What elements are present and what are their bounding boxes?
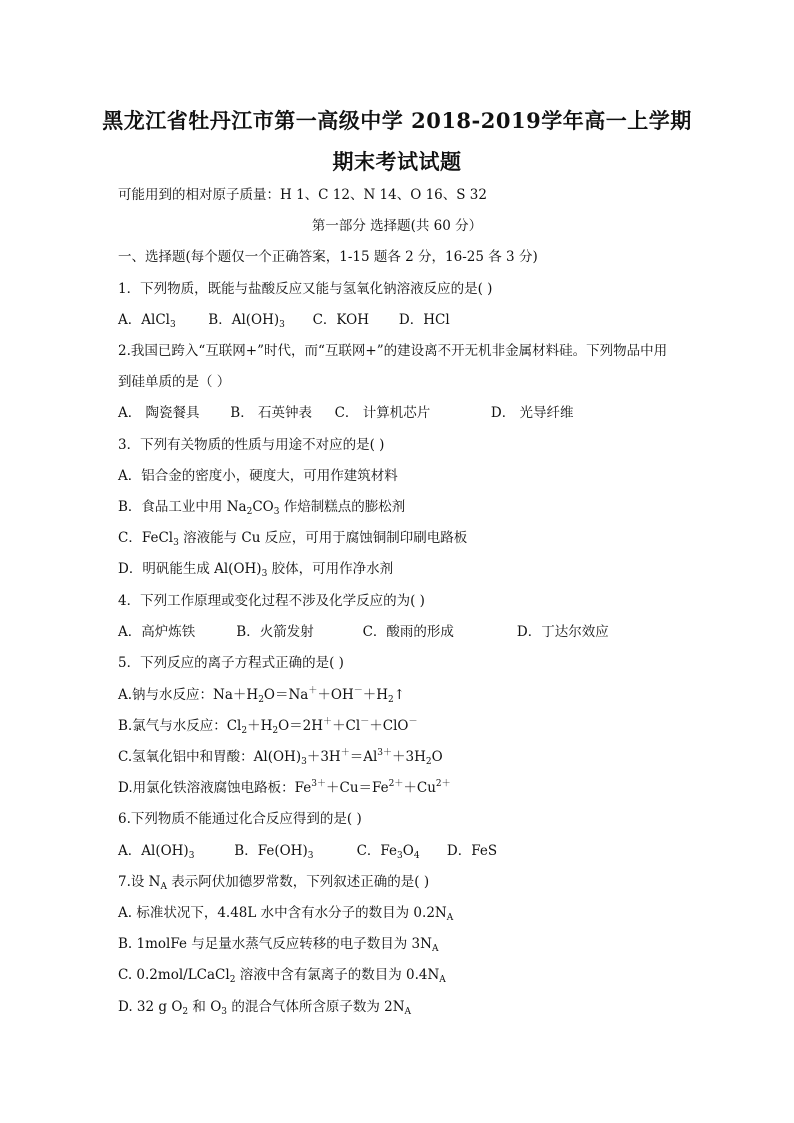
q1-option-a: A．AlCl$_3$	[118, 312, 176, 330]
q3-option-b: B．食品工业中用 $Na_2CO_3$ 作焙制糕点的膨松剂	[118, 499, 406, 517]
part1-heading: 第一部分 选择题(共 60 分）	[311, 218, 483, 234]
q6-option-c: C．$Fe_3O_4$	[356, 843, 420, 861]
exam-title-line2: 期末考试试题	[332, 149, 462, 174]
q2-option-b: B． 石英钟表	[230, 405, 313, 421]
q2-option-a: A． 陶瓷餐具	[118, 405, 200, 421]
q2-stem-line1: 2.我国已跨入“互联网+”时代，而“互联网+”的建设离不开无机非金属材料硅。下列物品中用	[118, 343, 668, 359]
q4-option-a: A．高炉炼铁	[118, 624, 196, 640]
q4-option-b: B．火箭发射	[236, 624, 314, 640]
q1-option-c: C．KOH	[312, 312, 369, 328]
atomic-masses: 可能用到的相对原子质量：H 1、C 12、N 14、O 16、S 32	[118, 187, 487, 203]
q3-option-a: A．铝合金的密度小，硬度大，可用作建筑材料	[118, 468, 398, 484]
q3-option-c: C．FeCl$_3$ 溶液能与 Cu 反应，可用于腐蚀铜制印刷电路板	[118, 530, 468, 548]
q6-stem: 6.下列物质不能通过化合反应得到的是( )	[118, 811, 362, 827]
q4-option-d: D．丁达尔效应	[516, 624, 609, 640]
q6-option-a: A．$Al(OH)_3$	[118, 843, 195, 861]
q3-option-d: D．明矾能生成 $Al(OH)_3$ 胶体，可用作净水剂	[118, 561, 394, 579]
q6-option-b: B．$Fe(OH)_3$	[234, 843, 314, 861]
q6-option-d: D．FeS	[446, 843, 498, 859]
q6-options	[118, 842, 497, 860]
q5-option-c: C.氢氧化铝中和胃酸：$Al(OH)_3+3H^+=Al^{3+}+3H_2O$	[118, 748, 443, 767]
q7-option-c: C. 0.2mol/LCaCl$_2$ 溶液中含有氯离子的数目为 $0.4N_A$	[118, 967, 446, 985]
q1-option-d: D．HCl	[398, 312, 450, 328]
q4-stem: 4．下列工作原理或变化过程不涉及化学反应的为( )	[118, 593, 425, 609]
exam-title-line1: 黑龙江省牡丹江市第一高级中学 2018-2019学年高一上学期	[102, 108, 692, 133]
q4-option-c: C．酸雨的形成	[362, 624, 454, 640]
q5-option-d: D.用氯化铁溶液腐蚀电路板：$Fe^{3+}+Cu=Fe^{2+}+Cu^{2+}$	[118, 779, 451, 796]
q7-option-a: A. 标准状况下，4.48L 水中含有水分子的数目为 $0.2N_A$	[118, 905, 454, 923]
q2-option-c: C． 计算机芯片	[334, 405, 431, 421]
q3-stem: 3．下列有关物质的性质与用途不对应的是( )	[118, 437, 385, 453]
q5-option-a: A.钠与水反应：$Na+H_2O=Na^++OH^-+H_2↑$	[118, 686, 406, 705]
q1-options	[118, 311, 450, 329]
q2-options	[118, 404, 574, 422]
q5-option-b: B.氯气与水反应：$Cl_2+H_2O=2H^++Cl^-+ClO^-$	[118, 717, 418, 736]
q4-options	[118, 623, 609, 641]
q2-stem-line2: 到硅单质的是（ ）	[118, 374, 231, 390]
q5-stem: 5．下列反应的离子方程式正确的是( )	[118, 655, 344, 671]
section1-heading: 一、选择题(每个题仅一个正确答案，1-15 题各 2 分，16-25 各 3 分)	[118, 249, 538, 265]
q1-option-b: B．$Al(OH)_3$	[208, 312, 285, 330]
q7-stem: 7.设 $N_A$ 表示阿伏加德罗常数，下列叙述正确的是( )	[118, 874, 430, 892]
q7-option-b: B. 1molFe 与足量水蒸气反应转移的电子数目为 $3N_A$	[118, 936, 439, 954]
q2-option-d: D． 光导纤维	[490, 405, 574, 421]
q7-option-d: D. 32 g $O_2$ 和 $O_3$ 的混合气体所含原子数为 $2N_A$	[118, 999, 412, 1017]
q1-stem: 1．下列物质，既能与盐酸反应又能与氢氧化钠溶液反应的是( )	[118, 281, 493, 297]
